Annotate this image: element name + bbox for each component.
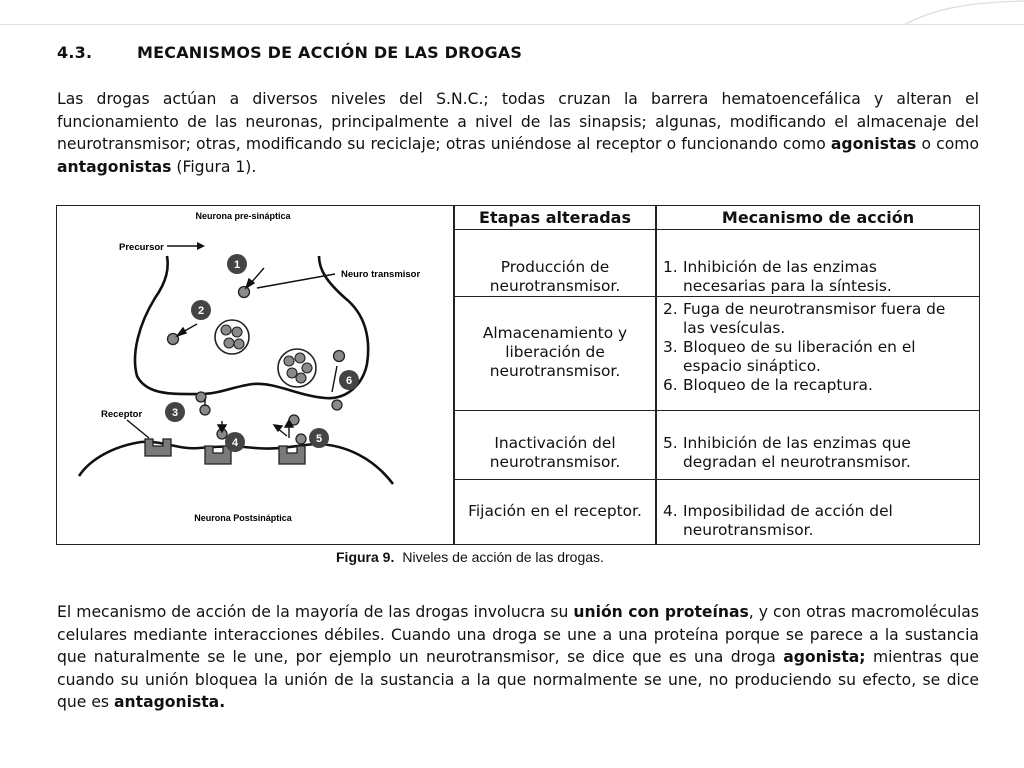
stage-cell-4: Fijación en el receptor. — [468, 502, 642, 520]
intro-text-3: (Figura 1). — [171, 157, 257, 176]
section-title: MECANISMOS DE ACCIÓN DE LAS DROGAS — [137, 43, 523, 62]
stage-cell-3: Inactivación del neurotransmisor. — [489, 434, 621, 471]
conclusion-text-1: El mecanismo de acción de la mayoría de las drogas involucra su — [57, 603, 574, 621]
intro-text-1: Las drogas actúan a diversos niveles del S.N.C.; todas cruzan la barrera hematoencefálica y alteran el funcionamiento de las neuronas, principalmente a nivel de las sinapsis; algunas, modificando el almacenaje del neurotransmisor; otras, modificando su reciclaje; otras uniéndose al receptor o funcionando como — [57, 90, 979, 153]
conclusion-text-2: , y con otras macromoléculas celulares mediante interacciones débiles. Cuando una droga se une a una proteína porque se parece a la sustancia que naturalmente se le une, por ejemplo un neurotransmisor, se dice que es una droga — [57, 603, 979, 666]
step-marker-5 — [309, 428, 329, 448]
mechanism-item: 4. Imposibilidad de acción del neurotransmisor. — [663, 502, 893, 539]
vesicle-right — [278, 349, 316, 387]
svg-text:5: 5 — [315, 433, 323, 445]
svg-text:2: 2 — [197, 305, 205, 317]
precursor-label: Precursor — [119, 242, 164, 253]
figure-caption — [336, 549, 604, 565]
section-heading — [57, 43, 522, 62]
mechanism-item: 6. Bloqueo de la recaptura. — [663, 376, 873, 394]
caption-label: Figura 9. — [336, 549, 395, 565]
receptor-label: Receptor — [101, 409, 143, 420]
mechanism-cell-2 — [663, 300, 969, 395]
intro-bold-antagonistas: antagonistas — [57, 157, 172, 176]
neurotransmitter-label: Neuro transmisor — [341, 269, 421, 280]
mechanism-item: 5. Inhibición de las enzimas que degradan el neurotransmisor. — [663, 434, 911, 471]
svg-text:3: 3 — [171, 407, 179, 419]
step-marker-3 — [165, 402, 185, 422]
mechanism-cell-1 — [663, 258, 963, 296]
step-marker-2 — [191, 300, 211, 320]
mechanism-cell-4 — [663, 502, 963, 540]
header-mechanism: Mecanismo de acción — [721, 208, 915, 227]
svg-text:4: 4 — [231, 437, 239, 449]
mechanism-item: 3. Bloqueo de su liberación en el espacio sináptico. — [663, 338, 916, 375]
caption-text: Niveles de acción de las drogas. — [402, 549, 604, 565]
stage-cell-1: Producción de neurotransmisor. — [489, 258, 621, 295]
table-left-border — [453, 206, 455, 544]
step-marker-6 — [339, 370, 359, 390]
svg-text:6: 6 — [345, 375, 353, 387]
conclusion-bold-antagonista: antagonista. — [114, 693, 226, 711]
conclusion-bold-agonista: agonista; — [783, 648, 866, 666]
section-number: 4.3. — [57, 43, 93, 62]
step-marker-4 — [225, 432, 245, 452]
figure-table — [56, 205, 980, 545]
mechanism-item: 1. Inhibición de las enzimas necesarias para la síntesis. — [663, 258, 892, 295]
postsynaptic-label: Neurona Postsináptica — [194, 513, 292, 523]
table-column-divider — [655, 206, 657, 544]
table-row-rule-3 — [453, 479, 979, 480]
intro-text-2: o como — [916, 135, 979, 153]
svg-text:1: 1 — [233, 259, 241, 271]
conclusion-bold-proteinas: unión con proteínas — [573, 603, 749, 621]
mechanism-item: 2. Fuga de neurotransmisor fuera de las vesículas. — [663, 300, 946, 337]
intro-paragraph — [57, 88, 979, 178]
step-marker-1 — [227, 254, 247, 274]
conclusion-text-3: mientras que cuando su unión bloquea la unión de la sustancia a la que normalmente se une, no produciendo su efecto, se dice que es — [57, 648, 979, 711]
table-row-rule-2 — [453, 410, 979, 411]
intro-bold-agonistas: agonistas — [830, 135, 917, 153]
conclusion-paragraph — [57, 601, 979, 714]
mechanism-cell-3 — [663, 434, 963, 472]
page-top-rule — [0, 24, 1024, 25]
presynaptic-label: Neurona pre-sináptica — [195, 211, 291, 221]
stage-cell-2: Almacenamiento y liberación de neurotransmisor. — [482, 324, 628, 380]
table-row-rule-1 — [453, 296, 979, 297]
vesicle-left — [215, 320, 249, 354]
table-header-rule — [453, 229, 979, 230]
presynaptic-membrane — [135, 256, 368, 398]
header-stages: Etapas alteradas — [479, 208, 631, 227]
page-corner-curve — [904, 0, 1024, 26]
synapse-diagram — [57, 206, 455, 543]
